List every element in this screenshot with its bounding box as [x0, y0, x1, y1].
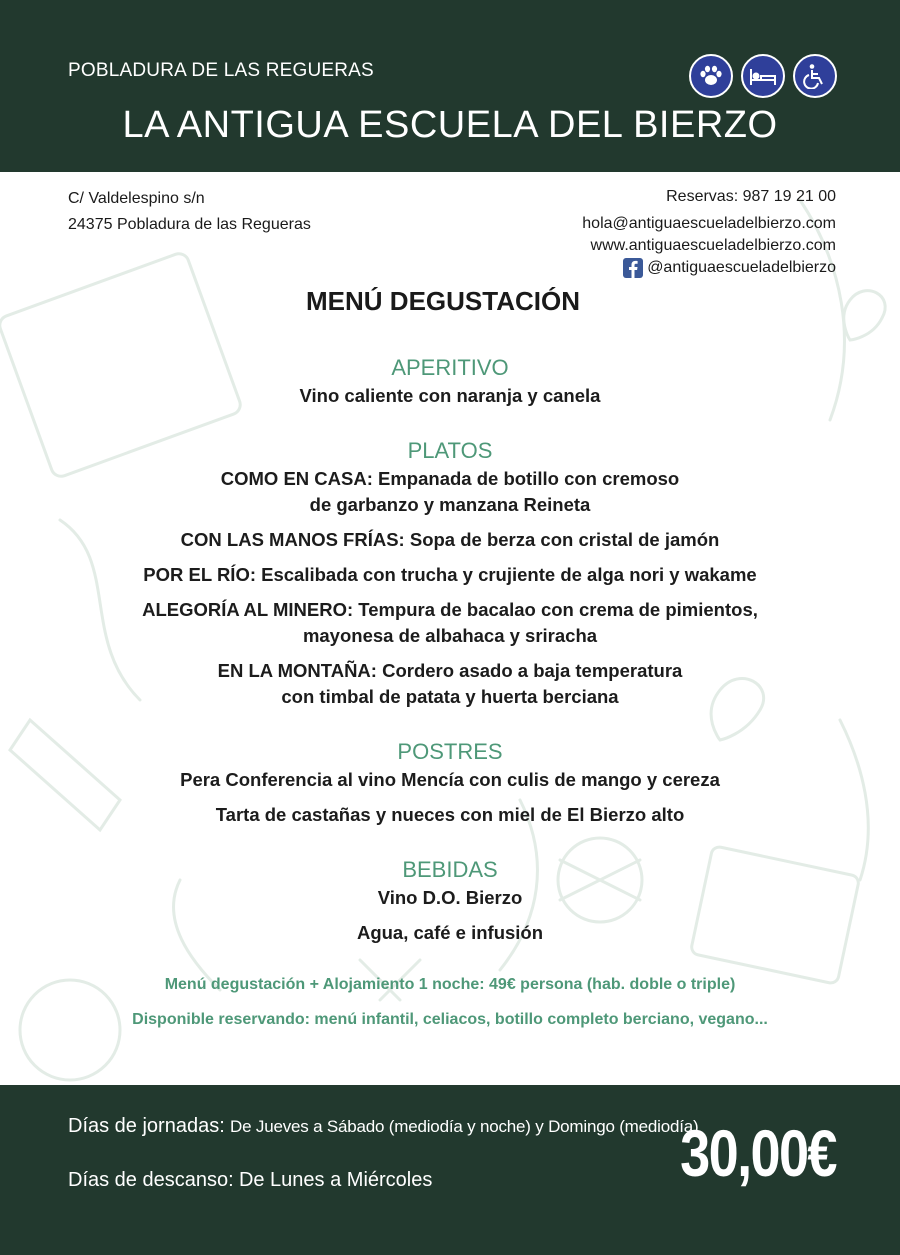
rest-days-label: Días de descanso:	[68, 1169, 234, 1191]
bebida-item: Agua, café e infusión	[356, 922, 544, 943]
restaurant-title: LA ANTIGUA ESCUELA DEL BIERZO	[122, 104, 778, 146]
menu-title: MENÚ DEGUSTACIÓN	[306, 286, 580, 316]
plato-item-line: ALEGORÍA AL MINERO: Tempura de bacalao con crema de pimientos,	[142, 599, 758, 620]
contact-block	[582, 186, 836, 279]
city-address: 24375 Pobladura de las Regueras	[68, 216, 311, 233]
dietary-options-note: Disponible reservando: menú infantil, celiacos, botillo completo berciano, vegano...	[132, 1011, 768, 1028]
bebidas-heading: BEBIDAS	[402, 857, 498, 882]
aperitivo-item: Vino caliente con naranja y canela	[299, 385, 601, 406]
plato-item-line: EN LA MONTAÑA: Cordero asado a baja temperatura	[217, 660, 683, 681]
postre-item: Tarta de castañas y nueces con miel de El Bierzo alto	[215, 804, 685, 825]
platos-heading: PLATOS	[407, 438, 493, 463]
plato-item-line: de garbanzo y manzana Reineta	[309, 494, 591, 515]
plato-item-line: COMO EN CASA: Empanada de botillo con cremoso	[220, 468, 680, 489]
wheelchair-icon	[793, 54, 837, 98]
opening-days	[68, 1115, 698, 1138]
facebook-handle: @antiguaescueladelbierzo	[647, 259, 836, 276]
menu-price: 30,00€	[680, 1116, 836, 1190]
street-address: C/ Valdelespino s/n	[68, 190, 205, 207]
address-block	[68, 186, 311, 238]
footer-banner	[0, 1085, 900, 1255]
accommodation-offer-note: Menú degustación + Alojamiento 1 noche: 49€ persona (hab. doble o triple)	[164, 976, 736, 993]
aperitivo-heading: APERITIVO	[391, 355, 509, 380]
plato-item-line: POR EL RÍO: Escalibada con trucha y crujiente de alga nori y wakame	[143, 564, 757, 585]
email-link[interactable]: hola@antiguaescueladelbierzo.com	[582, 215, 836, 232]
opening-days-label: Días de jornadas:	[68, 1115, 225, 1137]
header-banner	[0, 0, 900, 172]
plato-item-line: mayonesa de albahaca y sriracha	[302, 625, 598, 646]
postre-item: Pera Conferencia al vino Mencía con culis de mango y cereza	[180, 769, 720, 790]
facebook-icon	[623, 258, 643, 278]
rest-days-value: De Lunes a Miércoles	[238, 1169, 433, 1191]
village-name: POBLADURA DE LAS REGUERAS	[68, 60, 374, 81]
amenity-icons	[689, 54, 837, 98]
plato-item-line: con timbal de patata y huerta berciana	[281, 686, 619, 707]
tasting-menu	[0, 286, 900, 1032]
reservation-phone[interactable]: Reservas: 987 19 21 00	[666, 188, 836, 205]
opening-days-value: De Jueves a Sábado (mediodía y noche) y Domingo (mediodía)	[230, 1117, 699, 1136]
paw-icon	[689, 54, 733, 98]
postres-heading: POSTRES	[397, 739, 503, 764]
plato-item-line: CON LAS MANOS FRÍAS: Sopa de berza con cristal de jamón	[180, 529, 720, 550]
rest-days	[68, 1169, 432, 1192]
website-link[interactable]: www.antiguaescueladelbierzo.com	[590, 237, 836, 254]
facebook-link[interactable]	[582, 257, 836, 279]
bebida-item: Vino D.O. Bierzo	[377, 887, 523, 908]
bed-icon	[741, 54, 785, 98]
